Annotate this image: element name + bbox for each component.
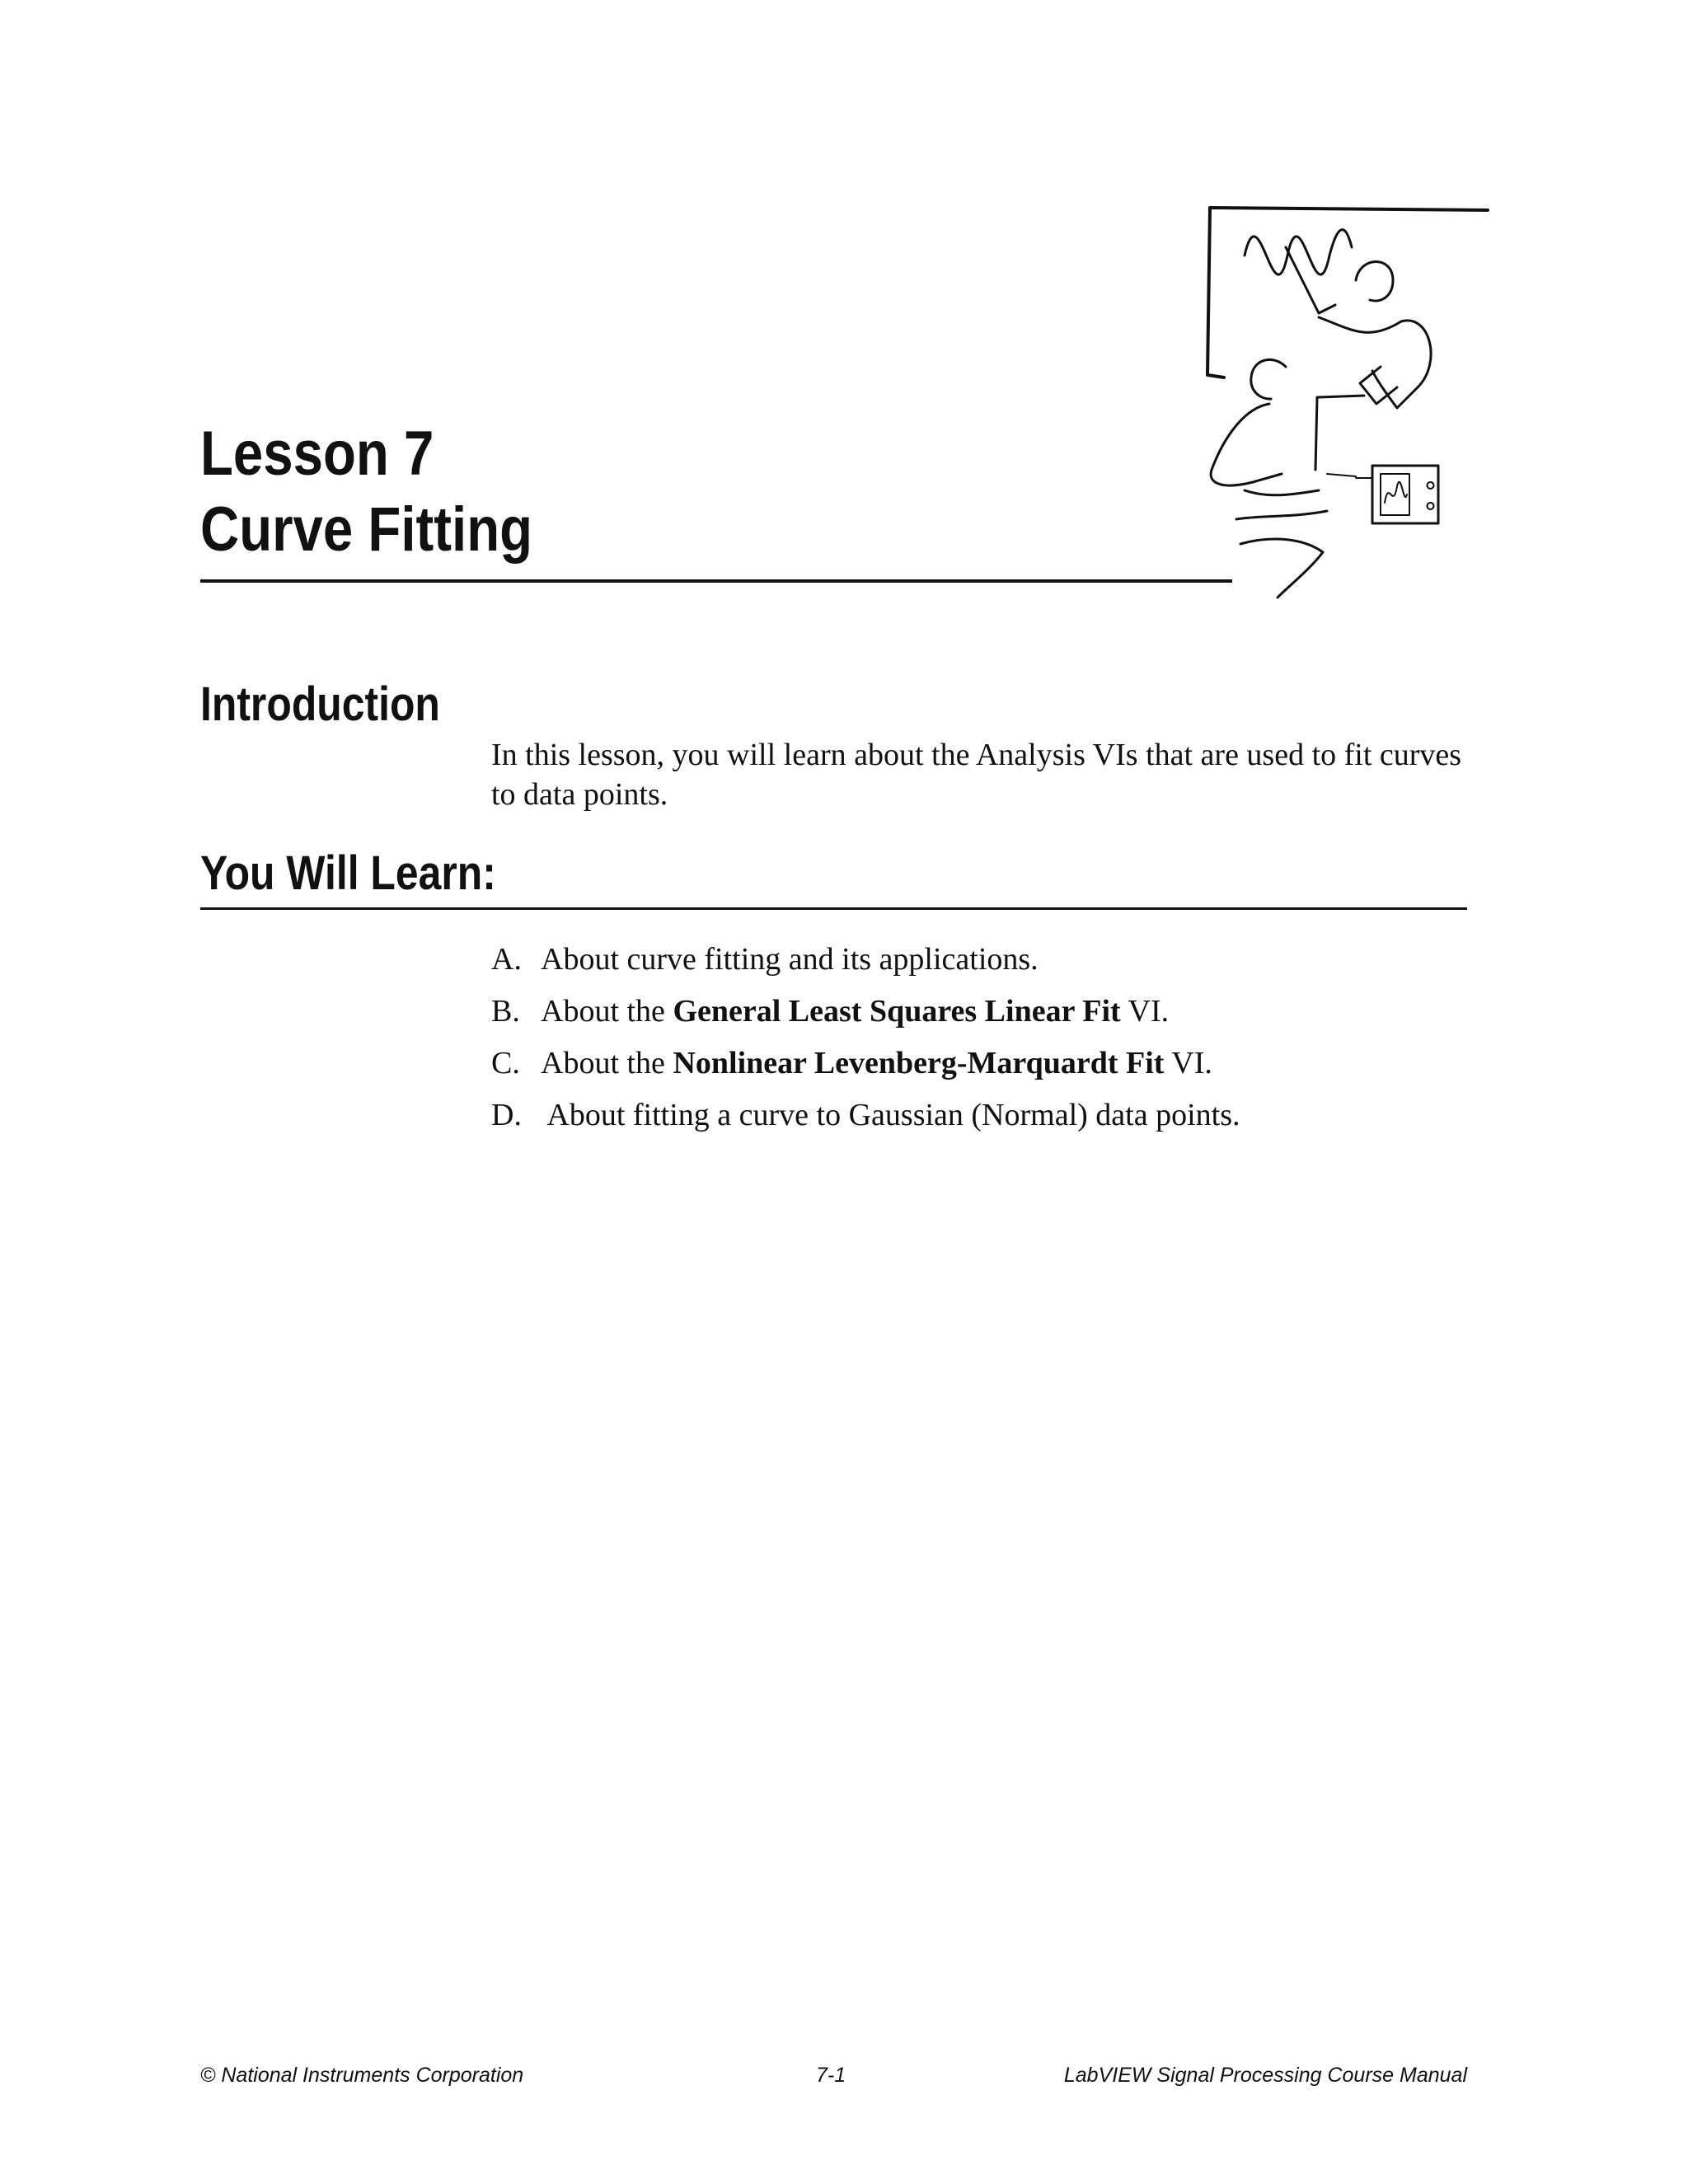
seated-figure-lap	[1236, 490, 1327, 519]
lesson-label: Lesson 7	[200, 419, 434, 489]
lab-scientist-illustration	[1195, 198, 1492, 602]
oscilloscope-trace	[1385, 482, 1407, 503]
list-marker: B.	[491, 994, 520, 1029]
list-marker: D.	[491, 1098, 522, 1132]
desk-line	[1327, 474, 1372, 478]
list-text-suffix: VI.	[1120, 994, 1170, 1029]
list-marker: C.	[491, 1046, 520, 1080]
learn-divider	[200, 907, 1467, 910]
standing-figure-arm	[1286, 247, 1335, 313]
vi-name: General Least Squares Linear Fit	[673, 994, 1121, 1029]
list-text: About the	[541, 994, 673, 1029]
seated-figure-body	[1211, 404, 1282, 485]
lesson-subject: Curve Fitting	[200, 494, 533, 565]
monitor	[1315, 396, 1364, 470]
list-item	[491, 1043, 1472, 1083]
list-item	[491, 940, 1472, 979]
list-text: About the	[541, 1046, 673, 1080]
footer-manual-title: LabVIEW Signal Processing Course Manual	[1063, 2064, 1467, 2087]
list-text: About fitting a curve to Gaussian (Normal) data points.	[541, 1098, 1240, 1132]
standing-figure-head	[1356, 262, 1393, 302]
footer-copyright: © National Instruments Corporation	[200, 2064, 524, 2087]
learning-objectives-list	[491, 940, 1472, 1147]
seated-figure-legs	[1240, 539, 1323, 598]
introduction-heading: Introduction	[200, 677, 440, 731]
list-item	[491, 1095, 1472, 1135]
title-divider	[200, 579, 1232, 583]
introduction-body: In this lesson, you will learn about the Analysis VIs that are used to fit curves to data points.	[491, 738, 1462, 812]
lesson-title	[200, 416, 532, 568]
list-text-suffix: VI.	[1164, 1046, 1212, 1080]
you-will-learn-heading: You Will Learn:	[200, 846, 496, 900]
board-wave	[1245, 230, 1352, 274]
footer-page-number: 7-1	[816, 2064, 846, 2087]
oscilloscope-knobs	[1428, 482, 1434, 509]
list-item	[491, 991, 1472, 1031]
seated-figure-head	[1251, 359, 1286, 399]
vi-name: Nonlinear Levenberg-Marquardt Fit	[673, 1046, 1165, 1080]
standing-figure-body	[1319, 317, 1431, 408]
standing-figure-hand	[1360, 367, 1397, 404]
list-text: About curve fitting and its applications.	[541, 942, 1039, 977]
list-marker: A.	[491, 942, 522, 977]
